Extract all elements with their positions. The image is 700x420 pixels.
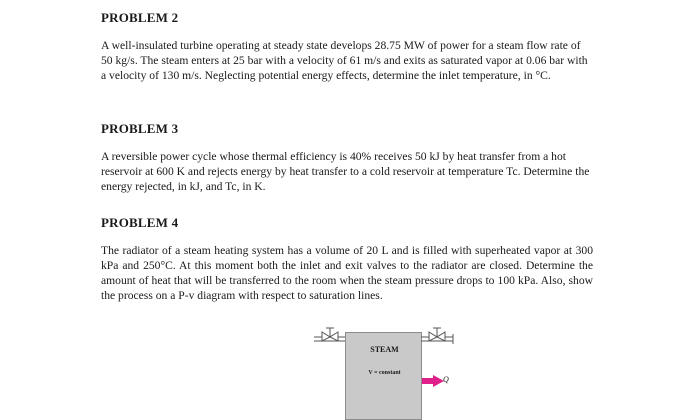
radiator-figure bbox=[314, 323, 474, 413]
problem-4-text: The radiator of a steam heating system has a volume of 20 L and is filled with superheated vapor at 300 kPa and 250°C. At this moment both the inlet and exit valves to the radiator are closed. Determine the amount of heat that will be transferred to the room when the steam pressure drops to 100 kPa. Also, show the process on a P-v diagram with respect to saturation lines. bbox=[101, 244, 593, 302]
problem-3-heading: PROBLEM 3 bbox=[101, 121, 179, 136]
problem-2-text: A well-insulated turbine operating at steady state develops 28.75 MW of power for a steam flow rate of 50 kg/s. The steam enters at 25 bar with a velocity of 61 m/s and exits as saturated vapor at 0.06 bar with a velocity of 130 m/s. Neglecting potential energy effects, determine the inlet temperature, in °C. bbox=[101, 39, 588, 82]
problem-3-text: A reversible power cycle whose thermal efficiency is 40% receives 50 kJ by heat transfer from a hot reservoir at 600 K and rejects energy by heat transfer to a cold reservoir at temperature Tc. Determine the energy rejected, in kJ, and Tc, in K. bbox=[101, 150, 590, 193]
exit-valve-icon bbox=[421, 326, 455, 348]
heat-arrow-icon bbox=[422, 375, 444, 387]
problem-4-heading: PROBLEM 4 bbox=[101, 215, 179, 230]
heat-label: Q bbox=[443, 375, 449, 384]
steam-tank bbox=[345, 332, 422, 420]
tank-label: STEAM bbox=[370, 345, 399, 354]
problem-2-heading: PROBLEM 2 bbox=[101, 10, 179, 25]
volume-label: V = constant bbox=[368, 370, 401, 376]
